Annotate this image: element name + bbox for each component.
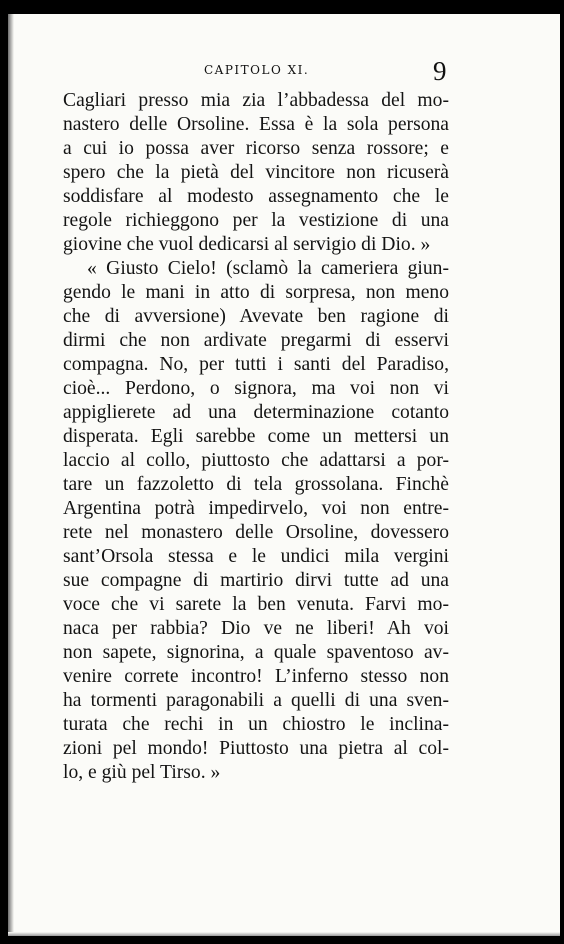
text-line: zioni pel mondo! Piuttosto una pietra al col- xyxy=(63,738,449,759)
paragraph-end-line: lo, e giù pel Tirso. » xyxy=(63,762,221,783)
text-line: venire correte incontro! L’inferno stesso non xyxy=(63,666,449,687)
text-line: Cagliari presso mia zia l’abbadessa del mo- xyxy=(63,90,449,111)
text-line: regole richieggono per la vestizione di una xyxy=(63,210,449,231)
text-line: appiglierete ad una determinazione cotanto xyxy=(63,402,449,423)
text-line: rete nel monastero delle Orsoline, dovessero xyxy=(63,522,449,543)
text-line: compagna. No, per tutti i santi del Paradiso, xyxy=(63,354,449,375)
text-line: gendo le mani in atto di sorpresa, non meno xyxy=(63,282,449,303)
text-line: voce che vi sarete la ben venuta. Farvi mo- xyxy=(63,594,449,615)
text-line: soddisfare al modesto assegnamento che le xyxy=(63,186,449,207)
text-line: naca per rabbia? Dio ve ne liberi! Ah voi xyxy=(63,618,449,639)
book-page xyxy=(8,14,560,936)
page-header xyxy=(8,56,560,90)
text-line: laccio al collo, piuttosto che adattarsi a por- xyxy=(63,450,449,471)
body-text xyxy=(63,89,449,785)
text-line: che di avversione) Avevate ben ragione di xyxy=(63,306,449,327)
text-line: ha tormenti paragonabili a quelli di una sven- xyxy=(63,690,449,711)
text-line: nastero delle Orsoline. Essa è la sola persona xyxy=(63,114,449,135)
text-line: a cui io possa aver ricorso senza rossore; e xyxy=(63,138,449,159)
page-gutter-shadow xyxy=(8,14,14,936)
paragraph-start-line: « Giusto Cielo! (sclamò la cameriera giun- xyxy=(87,258,449,279)
text-line: sant’Orsola stessa e le undici mila vergini xyxy=(63,546,449,567)
running-head: CAPITOLO XI. xyxy=(204,63,310,77)
text-line: spero che la pietà del vincitore non ricuserà xyxy=(63,162,449,183)
text-line: disperata. Egli sarebbe come un mettersi un xyxy=(63,426,449,447)
page-bottom-edge xyxy=(8,932,560,936)
text-line: turata che rechi in un chiostro le inclina- xyxy=(63,714,449,735)
page-number: 9 xyxy=(433,56,447,86)
text-line: non sapete, signorina, a quale spaventoso av- xyxy=(63,642,449,663)
text-line: sue compagne di martirio dirvi tutte ad una xyxy=(63,570,449,591)
text-line: cioè... Perdono, o signora, ma voi non vi xyxy=(63,378,449,399)
paragraph-end-line: giovine che vuol dedicarsi al servigio di Dio. » xyxy=(63,234,431,255)
text-line: Argentina potrà impedirvelo, voi non entre- xyxy=(63,498,449,519)
text-line: tare un fazzoletto di tela grossolana. Finchè xyxy=(63,474,449,495)
text-line: dirmi che non ardivate pregarmi di esservi xyxy=(63,330,449,351)
